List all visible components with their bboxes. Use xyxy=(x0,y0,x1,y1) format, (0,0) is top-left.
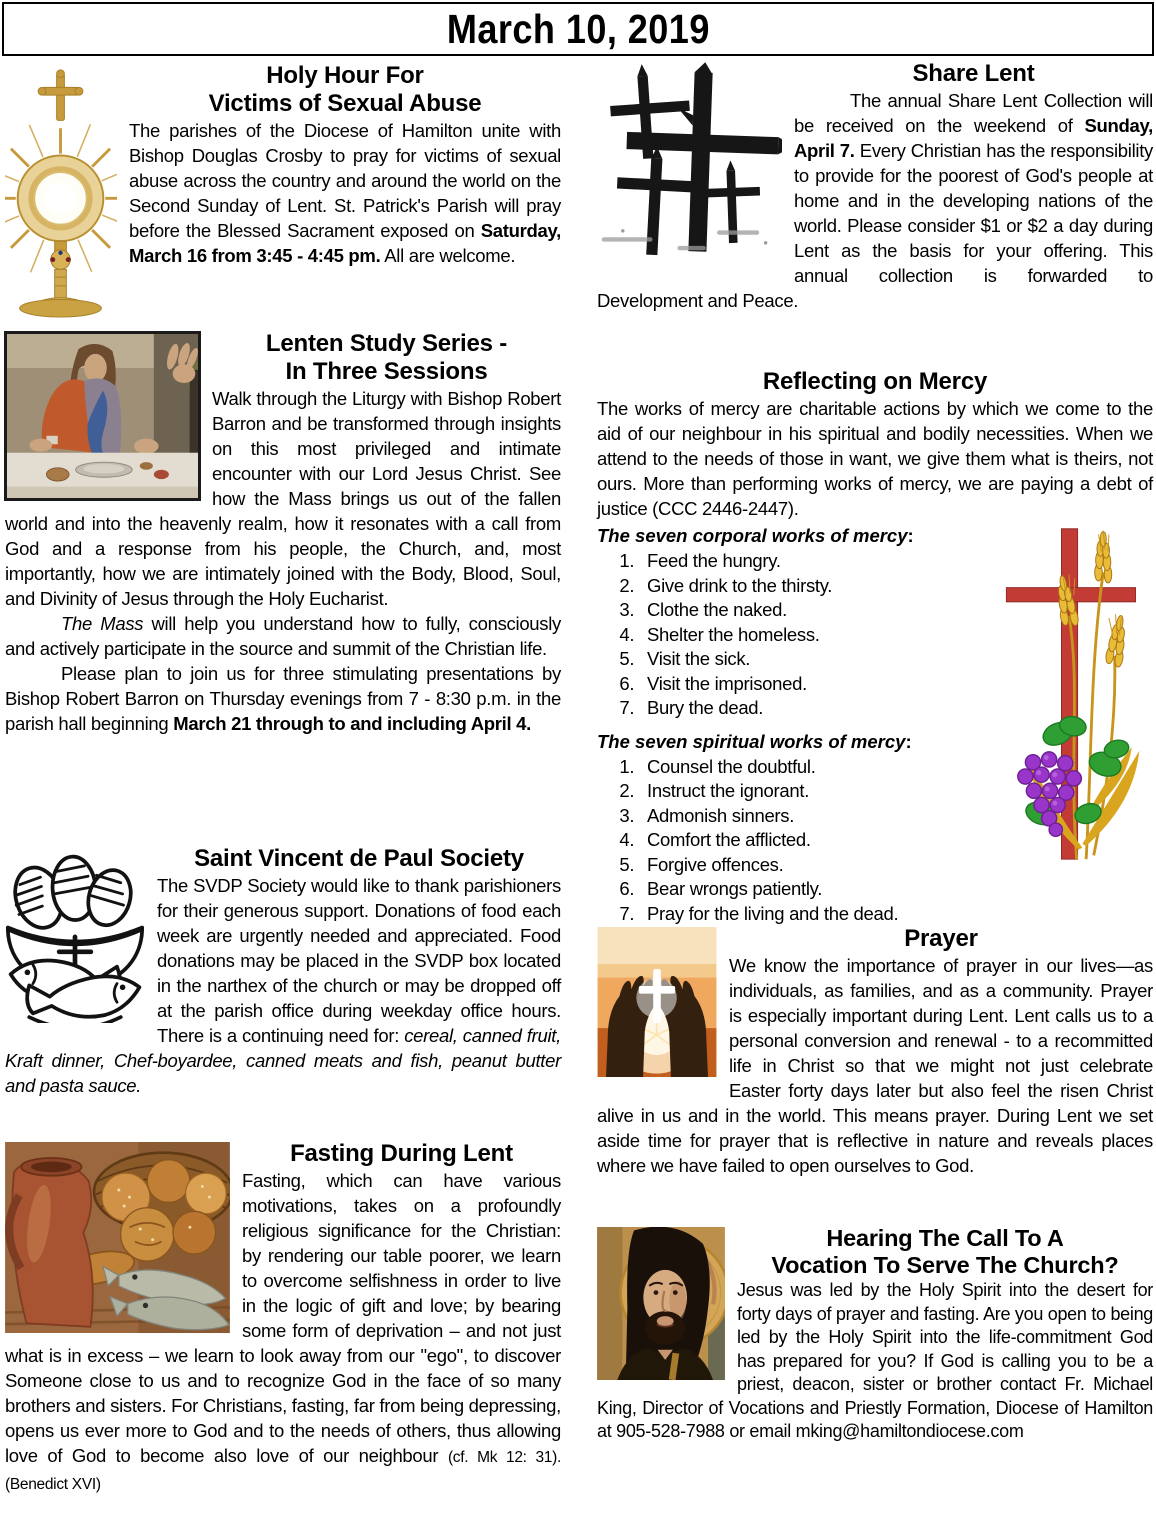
list-item: 5. Visit the sick. xyxy=(639,647,1153,672)
text-segment-bold: Sunday, April 7. xyxy=(794,115,1153,161)
last-supper-painting xyxy=(5,332,200,500)
article-body xyxy=(5,661,561,736)
text-segment: : xyxy=(907,525,914,546)
article-title xyxy=(597,368,1153,396)
title-line: Reflecting on Mercy xyxy=(762,368,988,395)
list-item: 4. Shelter the homeless. xyxy=(639,623,1153,648)
text-segment-citation: (cf. Mk 12: 31). (Benedict XVI) xyxy=(5,1449,561,1493)
text-segment-italic: The Mass xyxy=(61,613,144,634)
text-segment: The SVDP Society would like to thank parishioners for their generous support. Donations of food each week are urgently needed and appreciated. Food donations may be placed in the SVDP box located in the narthex of the church or may be dropped off at the parish office during weekday office hours. There is a continuing need for: xyxy=(157,875,561,1046)
list-item: 1. Counsel the doubtful. xyxy=(639,755,1153,780)
text-segment-bold: Saturday, March 16 from 3:45 - 4:45 pm. xyxy=(129,220,561,266)
email-address: mking@hamiltondiocese.com xyxy=(795,1421,1024,1441)
text-segment-bold: March 21 through to and including April 4. xyxy=(173,713,532,734)
phone-number: 905-528-7988 xyxy=(616,1421,725,1441)
list-item: 3. Admonish sinners. xyxy=(639,804,1153,829)
list-item: 2. Instruct the ignorant. xyxy=(639,779,1153,804)
article-body xyxy=(597,396,1153,521)
monstrance-image xyxy=(5,64,117,319)
bread-fish-cross-clipart xyxy=(5,847,145,1023)
title-line: Holy Hour For xyxy=(266,62,424,89)
article-vocation xyxy=(597,1225,1153,1444)
text-segment: Please plan to join us for three stimulating presentations by Bishop Robert Barron on Thursday evenings from 7 - 8:30 p.m. in the parish hall beginning xyxy=(5,663,561,734)
cross-wheat-grapes-image xyxy=(995,523,1145,863)
text-segment: Every Christian has the responsibility to provide for the poorest of God's people at home and in the developing nations of the world. Please consider $1 or $2 a day during Lent as the basis for your offering. This annual collection is forwarded to Development and Peace. xyxy=(597,140,1153,311)
article-svdp xyxy=(5,845,561,1098)
article-holy-hour xyxy=(5,62,561,322)
title-line: Hearing The Call To A xyxy=(826,1225,1064,1251)
text-segment: or email xyxy=(724,1421,796,1441)
article-fasting xyxy=(5,1140,561,1497)
article-prayer xyxy=(597,925,1153,1178)
text-segment: will help you understand how to fully, consciously and actively participate in the source and summit of the Christian life. xyxy=(5,613,562,659)
hands-cross-sunset-photo xyxy=(597,927,717,1077)
article-lenten-study xyxy=(5,330,561,736)
text-segment: Jesus was led by the Holy Spirit into the desert for forty days of prayer and fasting. Are you open to being led by the Holy Spirit into the life-commitment God has prepared for you? If God is calling you to be a priest, deacon, sister or brother contact Fr. Michael King, Director of Vocations and Priestly Formation, Diocese of Hamilton at xyxy=(597,1280,1153,1441)
ink-crosses-image xyxy=(597,62,782,262)
title-line: Victims of Sexual Abuse xyxy=(208,90,482,117)
christ-pantocrator-icon xyxy=(597,1227,725,1380)
list-item: 6. Bear wrongs patiently. xyxy=(639,877,1153,902)
list-item: 7. Bury the dead. xyxy=(639,696,1153,721)
list-item: 2. Give drink to the thirsty. xyxy=(639,574,1153,599)
article-body xyxy=(5,611,561,661)
title-line: Saint Vincent de Paul Society xyxy=(194,845,524,872)
text-segment: : xyxy=(905,730,912,752)
article-reflecting-on-mercy xyxy=(597,368,1153,934)
title-line: In Three Sessions xyxy=(285,358,488,385)
text-segment: The works of mercy are charitable actions by which we come to the aid of our neighbour in his spiritual and bodily necessities. When we attend to the needs of those in want, we give them what is theirs, not ours. More than performing works of mercy, we are paying a debt of justice (CCC 2446-2447). xyxy=(597,398,1153,519)
text-segment: We know the importance of prayer in our lives—as individuals, as families, and as a community. Prayer is especially important during Lent. Lent calls us to a personal conversion and renewal - to a recommitted life in Christ so that we might not just celebrate Easter forty days later but also feel the risen Christ alive in us and in the world. This means prayer. During Lent we set aside time for prayer that is reflective in nature and reveals places where we have failed to open ourselves to God. xyxy=(597,955,1153,1176)
title-line: Prayer xyxy=(904,925,978,952)
title-line: Share Lent xyxy=(912,60,1035,87)
page-title: March 10, 2019 xyxy=(446,5,710,52)
text-segment: All are welcome. xyxy=(380,245,516,266)
title-line: Lenten Study Series - xyxy=(265,330,508,357)
list-item: 4. Comfort the afflicted. xyxy=(639,828,1153,853)
bread-and-fish-photo xyxy=(5,1142,230,1333)
text-segment: The parishes of the Diocese of Hamilton unite with Bishop Douglas Crosby to pray for victims of sexual abuse across the country and around the world on the Second Sunday of Lent. St. Patrick's Parish will pray before the Blessed Sacrament exposed on xyxy=(129,120,561,241)
list-item: 3. Clothe the naked. xyxy=(639,598,1153,623)
list-item: 7. Pray for the living and the dead. xyxy=(639,902,1153,927)
title-line: Vocation To Serve The Church? xyxy=(771,1252,1119,1278)
title-line: Fasting During Lent xyxy=(290,1140,513,1167)
list-item: 5. Forgive offences. xyxy=(639,853,1153,878)
text-segment: Fasting, which can have various motivations, takes on a profoundly religious significance for the Christian: by rendering our table poorer, we learn to overcome selfishness in order to live in the logic of gift and love; by bearing some form of deprivation – and not just what is in excess – we learn to look away from our "ego", to discover Someone close to us and to recognize God in the face of so many brothers and sisters. For Christians, fasting, far from being depressing, opens us ever more to God and to the needs of others, thus allowing love of God to become also love of our neighbour xyxy=(5,1170,561,1466)
list-item: 6. Visit the imprisoned. xyxy=(639,672,1153,697)
text-segment: Walk through the Liturgy with Bishop Robert Barron and be transformed through insights on this most privileged and intimate encounter with our Lord Jesus Christ. See how the Mass brings us out of the fallen world and into the heavenly realm, how it resonates with a call from God and a response from his people, the Church, and, most importantly, how we are intimately joined with the Body, Blood, Soul, and Divinity of Jesus through the Holy Eucharist. xyxy=(5,388,561,609)
article-share-lent xyxy=(597,60,1153,313)
text-segment-italic: cereal, canned fruit, Kraft dinner, Chef-boyardee, canned meats and fish, peanut butter and pasta sauce. xyxy=(5,1025,561,1096)
text-segment-bold-italic: The seven spiritual works of mercy xyxy=(597,730,906,752)
text-segment-bold-italic: The seven corporal works of mercy xyxy=(597,525,908,546)
list-item: 1. Feed the hungry. xyxy=(639,549,1153,574)
page-header xyxy=(2,2,1154,56)
text-segment: The annual Share Lent Collection will be received on the weekend of xyxy=(794,90,1153,136)
